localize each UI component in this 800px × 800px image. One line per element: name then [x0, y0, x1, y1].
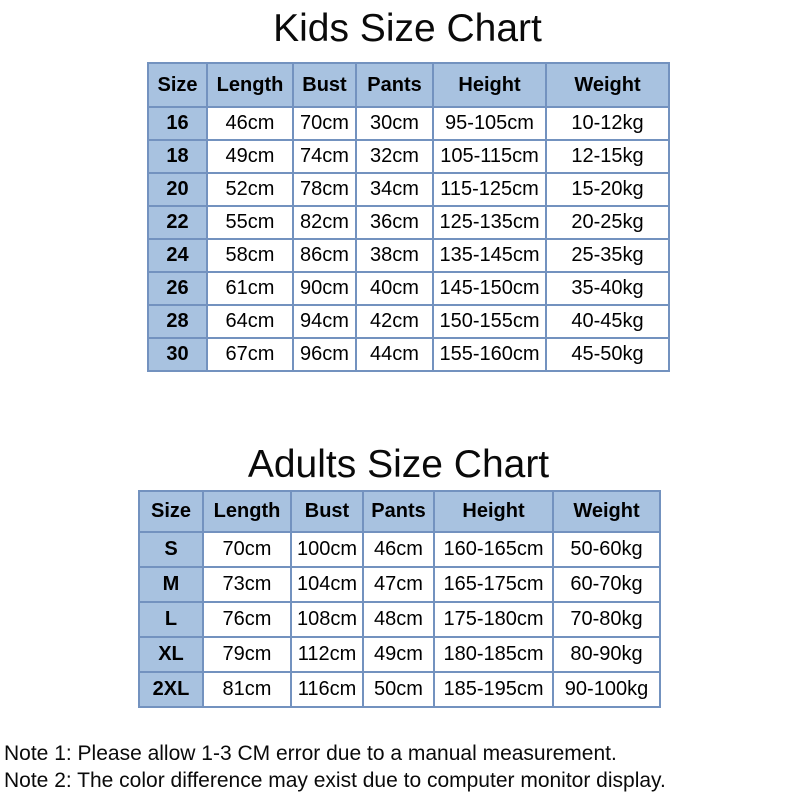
column-header-pants: Pants — [356, 63, 433, 107]
size-cell: 26 — [148, 272, 207, 305]
size-cell: 24 — [148, 239, 207, 272]
value-cell: 58cm — [207, 239, 293, 272]
size-cell: M — [139, 567, 203, 602]
column-header-height: Height — [434, 491, 553, 532]
value-cell: 82cm — [293, 206, 356, 239]
value-cell: 79cm — [203, 637, 291, 672]
value-cell: 42cm — [356, 305, 433, 338]
size-cell: XL — [139, 637, 203, 672]
value-cell: 90cm — [293, 272, 356, 305]
value-cell: 30cm — [356, 107, 433, 140]
size-cell: 28 — [148, 305, 207, 338]
value-cell: 45-50kg — [546, 338, 669, 371]
value-cell: 108cm — [291, 602, 363, 637]
column-header-pants: Pants — [363, 491, 434, 532]
size-cell: 30 — [148, 338, 207, 371]
column-header-length: Length — [203, 491, 291, 532]
value-cell: 94cm — [293, 305, 356, 338]
value-cell: 25-35kg — [546, 239, 669, 272]
value-cell: 150-155cm — [433, 305, 546, 338]
note-2: Note 2: The color difference may exist due to computer monitor display. — [4, 769, 666, 792]
value-cell: 12-15kg — [546, 140, 669, 173]
adults-size-table — [138, 490, 661, 708]
value-cell: 61cm — [207, 272, 293, 305]
value-cell: 105-115cm — [433, 140, 546, 173]
value-cell: 38cm — [356, 239, 433, 272]
value-cell: 81cm — [203, 672, 291, 707]
value-cell: 49cm — [207, 140, 293, 173]
value-cell: 76cm — [203, 602, 291, 637]
value-cell: 104cm — [291, 567, 363, 602]
value-cell: 10-12kg — [546, 107, 669, 140]
value-cell: 100cm — [291, 532, 363, 567]
value-cell: 55cm — [207, 206, 293, 239]
value-cell: 49cm — [363, 637, 434, 672]
table-row — [148, 140, 669, 173]
value-cell: 48cm — [363, 602, 434, 637]
value-cell: 36cm — [356, 206, 433, 239]
value-cell: 46cm — [207, 107, 293, 140]
value-cell: 95-105cm — [433, 107, 546, 140]
column-header-length: Length — [207, 63, 293, 107]
value-cell: 70cm — [203, 532, 291, 567]
value-cell: 70-80kg — [553, 602, 660, 637]
value-cell: 125-135cm — [433, 206, 546, 239]
table-row — [148, 107, 669, 140]
value-cell: 60-70kg — [553, 567, 660, 602]
table-row — [139, 567, 660, 602]
value-cell: 47cm — [363, 567, 434, 602]
column-header-size: Size — [139, 491, 203, 532]
value-cell: 165-175cm — [434, 567, 553, 602]
table-row — [148, 173, 669, 206]
value-cell: 15-20kg — [546, 173, 669, 206]
value-cell: 40cm — [356, 272, 433, 305]
table-row — [148, 338, 669, 371]
size-cell: 16 — [148, 107, 207, 140]
column-header-bust: Bust — [293, 63, 356, 107]
column-header-weight: Weight — [553, 491, 660, 532]
value-cell: 96cm — [293, 338, 356, 371]
table-row — [148, 206, 669, 239]
table-row — [148, 305, 669, 338]
value-cell: 46cm — [363, 532, 434, 567]
note-1: Note 1: Please allow 1-3 CM error due to a manual measurement. — [4, 742, 617, 765]
size-cell: 2XL — [139, 672, 203, 707]
table-row — [148, 239, 669, 272]
size-cell: 18 — [148, 140, 207, 173]
value-cell: 185-195cm — [434, 672, 553, 707]
size-cell: 20 — [148, 173, 207, 206]
column-header-bust: Bust — [291, 491, 363, 532]
table-row — [139, 532, 660, 567]
value-cell: 44cm — [356, 338, 433, 371]
value-cell: 64cm — [207, 305, 293, 338]
value-cell: 50-60kg — [553, 532, 660, 567]
value-cell: 34cm — [356, 173, 433, 206]
size-cell: L — [139, 602, 203, 637]
value-cell: 40-45kg — [546, 305, 669, 338]
kids-chart-title: Kids Size Chart — [273, 7, 542, 50]
value-cell: 74cm — [293, 140, 356, 173]
value-cell: 135-145cm — [433, 239, 546, 272]
adults-chart-title: Adults Size Chart — [247, 443, 550, 486]
table-row — [139, 637, 660, 672]
value-cell: 73cm — [203, 567, 291, 602]
value-cell: 145-150cm — [433, 272, 546, 305]
header-row — [139, 491, 660, 532]
size-cell: S — [139, 532, 203, 567]
value-cell: 20-25kg — [546, 206, 669, 239]
column-header-weight: Weight — [546, 63, 669, 107]
value-cell: 86cm — [293, 239, 356, 272]
table-row — [139, 672, 660, 707]
table-row — [148, 272, 669, 305]
size-cell: 22 — [148, 206, 207, 239]
table-row — [139, 602, 660, 637]
value-cell: 50cm — [363, 672, 434, 707]
header-row — [148, 63, 669, 107]
value-cell: 70cm — [293, 107, 356, 140]
value-cell: 80-90kg — [553, 637, 660, 672]
value-cell: 78cm — [293, 173, 356, 206]
value-cell: 155-160cm — [433, 338, 546, 371]
value-cell: 90-100kg — [553, 672, 660, 707]
value-cell: 116cm — [291, 672, 363, 707]
value-cell: 175-180cm — [434, 602, 553, 637]
value-cell: 67cm — [207, 338, 293, 371]
value-cell: 32cm — [356, 140, 433, 173]
value-cell: 52cm — [207, 173, 293, 206]
column-header-height: Height — [433, 63, 546, 107]
value-cell: 180-185cm — [434, 637, 553, 672]
value-cell: 112cm — [291, 637, 363, 672]
kids-size-table — [147, 62, 670, 372]
notes-block — [4, 740, 666, 794]
value-cell: 115-125cm — [433, 173, 546, 206]
value-cell: 160-165cm — [434, 532, 553, 567]
column-header-size: Size — [148, 63, 207, 107]
value-cell: 35-40kg — [546, 272, 669, 305]
